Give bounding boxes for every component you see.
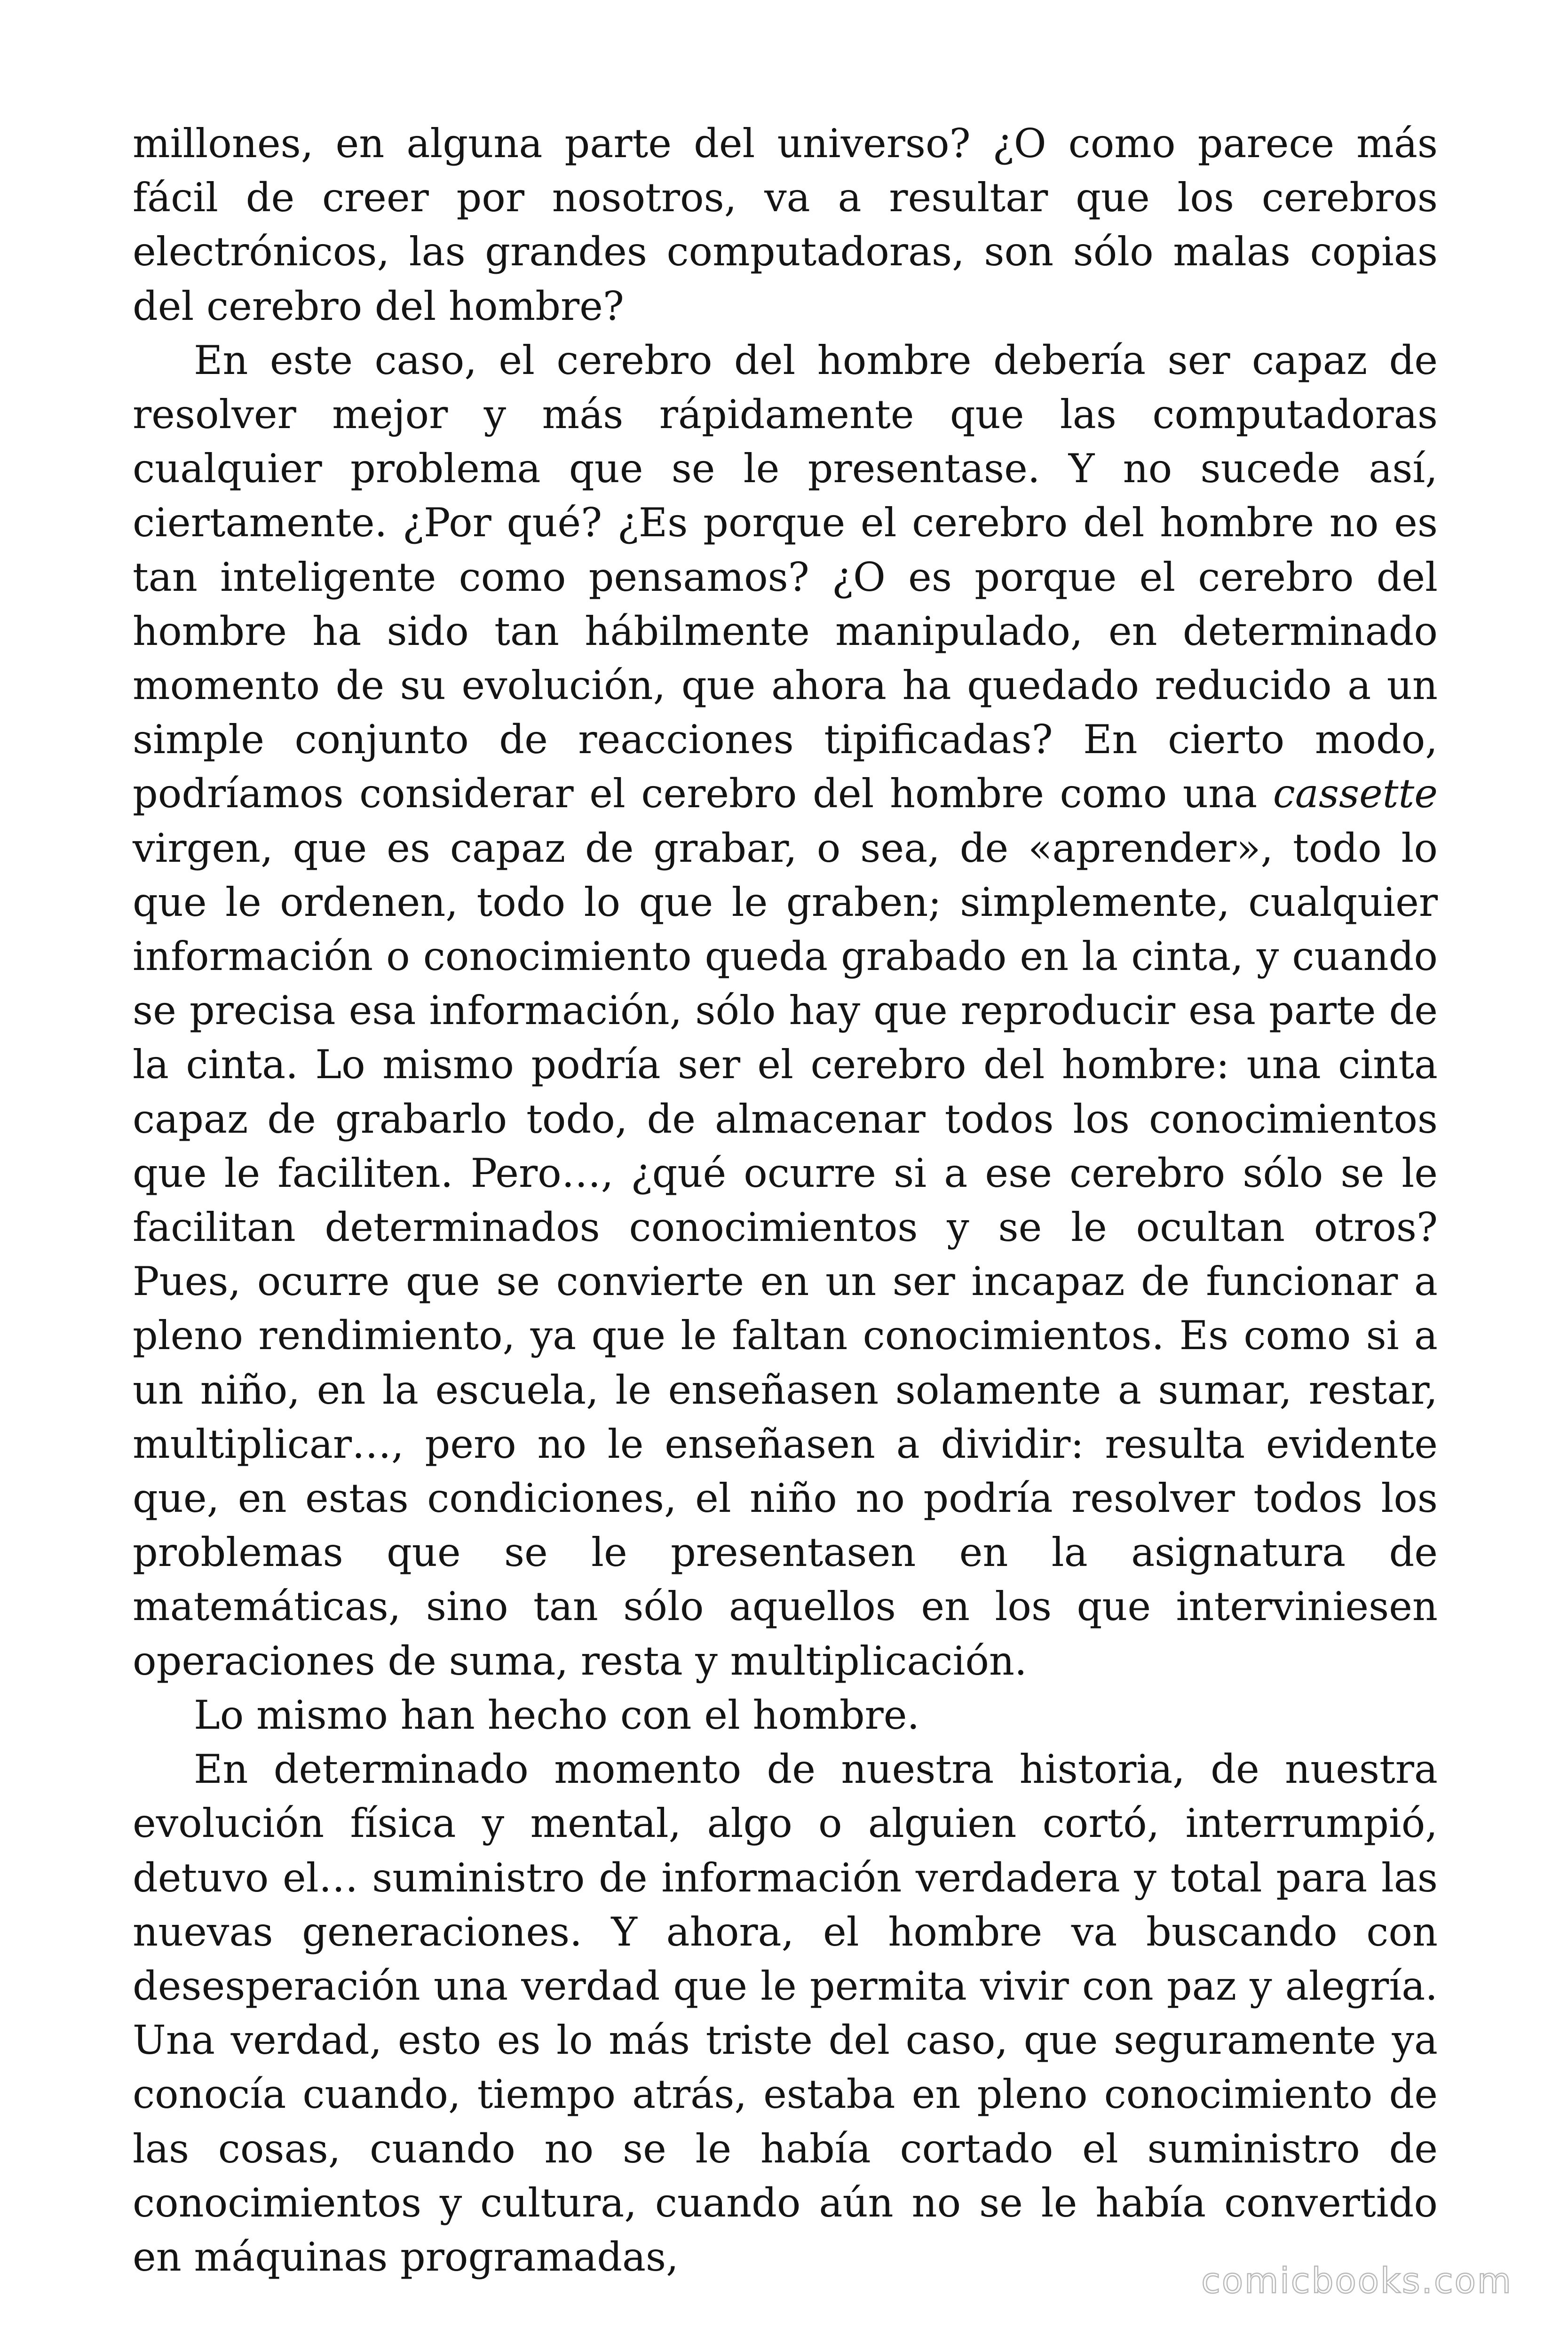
text-run: En determinado momento de nuestra historia, de nuestra evolución física y mental, algo o alguien cortó, interrumpió, detuvo el… suministro de información verdadera y total para las nuevas generaciones. Y ahora, el hombre va buscando con desesperación una verdad que le permita vivir con paz y alegría. Una verdad, esto es lo más triste del caso, que seguramente ya conocía cuando, tiempo atrás, estaba en pleno conocimiento de las cosas, cuando no se le había cortado el suministro de conocimientos y cultura, cuando aún no se le había convertido en máquinas programadas, [133, 1746, 1438, 2280]
text-run: millones, en alguna parte del universo? ¿O como parece más fácil de creer por nosotros, va a resultar que los cerebros electrónicos, las grandes computadoras, son sólo malas copias del cerebro del hombre? [133, 120, 1438, 329]
body-text [133, 117, 1438, 2284]
text-run: En este caso, el cerebro del hombre debería ser capaz de resolver mejor y más rápidamente que las computadoras cualquier problema que se le presentase. Y no sucede así, ciertamente. ¿Por qué? ¿Es porque el cerebro del hombre no es tan inteligente como pensamos? ¿O es porque el cerebro del hombre ha sido tan hábilmente manipulado, en determinado momento de su evolución, que ahora ha quedado reducido a un simple conjunto de reacciones tipificadas? En cierto modo, podríamos considerar el cerebro del hombre como una [133, 337, 1438, 817]
watermark: comicbooks.com [1201, 2261, 1513, 2301]
text-run: virgen, que es capaz de grabar, o sea, de «aprender», todo lo que le ordenen, todo lo que le graben; simplemente, cualquier información o conocimiento queda grabado en la cinta, y cuando se precisa esa información, sólo hay que reproducir esa parte de la cinta. Lo mismo podría ser el cerebro del hombre: una cinta capaz de grabarlo todo, de almacenar todos los conocimientos que le faciliten. Pero…, ¿qué ocurre si a ese cerebro sólo se le facilitan determinados conocimientos y se le ocultan otros? Pues, ocurre que se convierte en un ser incapaz de funcionar a pleno rendimiento, ya que le faltan conocimientos. Es como si a un niño, en la escuela, le enseñasen solamente a sumar, restar, multiplicar…, pero no le enseñasen a dividir: resulta evidente que, en estas condiciones, el niño no podría resolver todos los problemas que se le presentasen en la asignatura de matemáticas, sino tan sólo aquellos en los que interviniesen operaciones de suma, resta y multiplicación. [133, 825, 1438, 1684]
paragraph [133, 334, 1438, 1688]
paragraph [133, 1688, 1438, 1742]
italic-text: cassette [1273, 771, 1438, 817]
paragraph [133, 117, 1438, 334]
text-run: Lo mismo han hecho con el hombre. [194, 1692, 920, 1738]
paragraph [133, 1742, 1438, 2284]
